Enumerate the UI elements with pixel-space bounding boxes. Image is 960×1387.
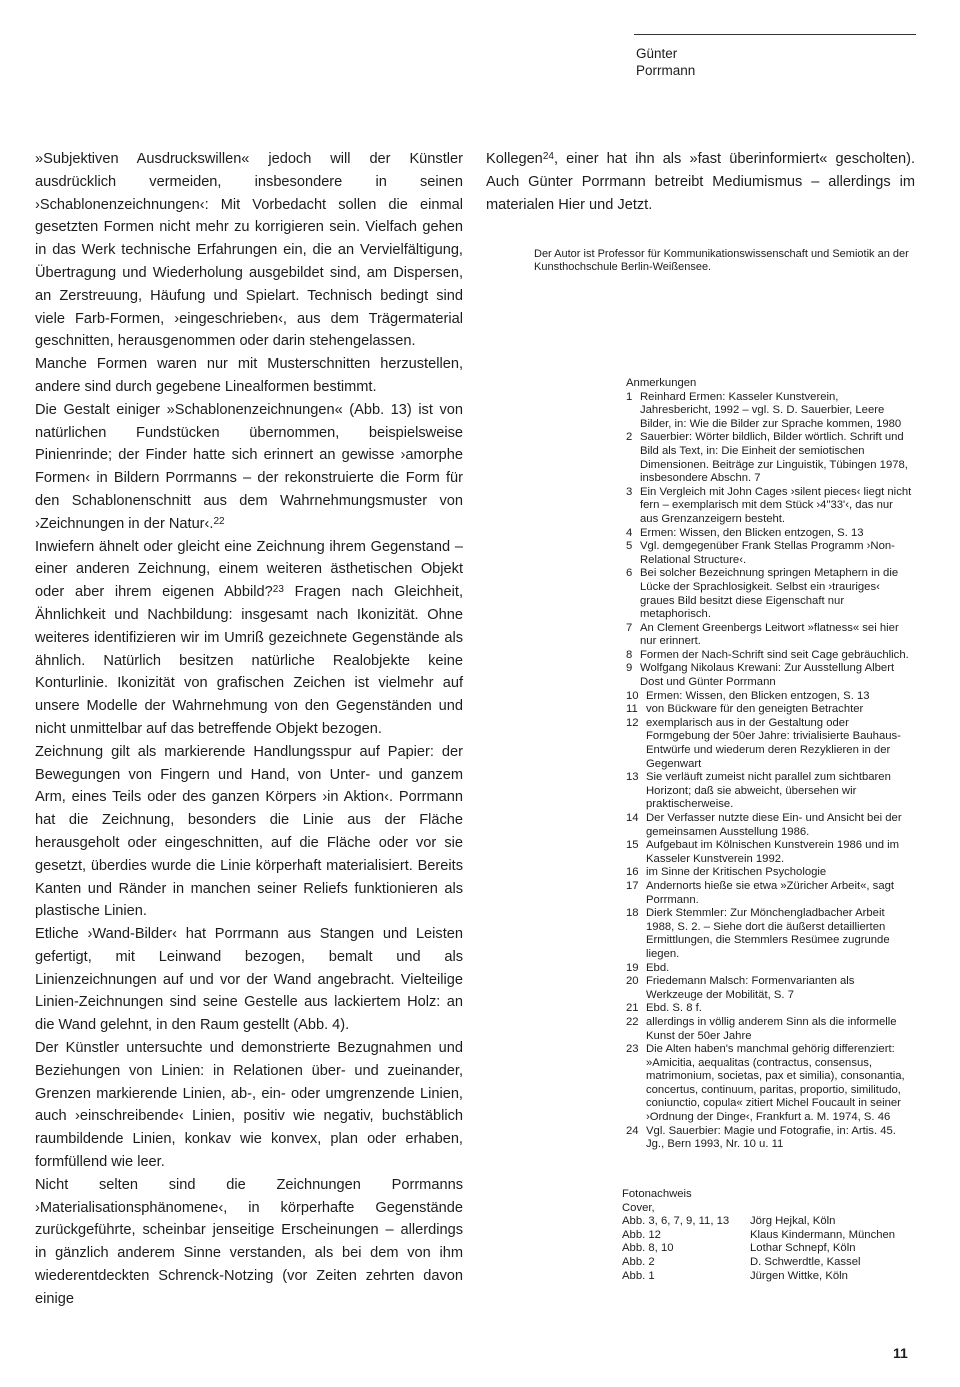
photo-credit-photographer: Klaus Kindermann, München <box>750 1228 896 1241</box>
right-text-column <box>486 148 915 216</box>
header-rule <box>634 34 916 35</box>
footnote-text: An Clement Greenbergs Leitwort »flatness« sei hier nur erinnert. <box>640 621 899 648</box>
footnote-text: Ebd. <box>646 961 670 974</box>
footnote-text: Vgl. demgegenüber Frank Stellas Programm ›Non-Relational Structure‹. <box>640 540 895 566</box>
footnote-text: Sauerbier: Wörter bildlich, Bilder wörtlich. Schrift und Bild als Text, in: Die Einheit der semiotischen Dimensionen. Beiträge zur Linguistik, Tübingen 1978, insbesondere Abschn. 7 <box>640 431 908 485</box>
paragraph-text: Inwiefern ähnelt oder gleicht eine Zeichnung ihrem Gegenstand – einer anderen Zeichnung, einem weiteren ästhetischen Objekt oder aber ihrem eigenen Abbild? <box>35 538 463 601</box>
footnote-number: 16 <box>626 866 639 879</box>
footnote-number: 3 <box>626 485 633 498</box>
photo-credits-rows <box>622 1215 914 1283</box>
footnote-number: 9 <box>626 662 633 675</box>
footnote-text: Ermen: Wissen, den Blicken entzogen, S. 13 <box>640 526 864 539</box>
photo-credit-row <box>622 1256 914 1270</box>
footnote-item <box>626 839 912 866</box>
footnote-number: 6 <box>626 567 633 580</box>
footnotes <box>626 377 912 1152</box>
footnote-number: 7 <box>626 621 633 634</box>
footnote-text: Formen der Nach-Schrift sind seit Cage gebräuchlich. <box>640 648 909 661</box>
footnote-item <box>626 567 912 621</box>
footnote-number: 15 <box>626 839 639 852</box>
paragraph-text: , einer hat ihn als »fast überinformiert« gescholten). Auch Günter Porrmann betreibt Mediumismus – allerdings im materialen Hier und Jetzt. <box>486 151 915 213</box>
footnote-text: im Sinne der Kritischen Psychologie <box>646 866 827 879</box>
main-paragraph: »Subjektiven Ausdruckswillen« jedoch will der Künstler ausdrücklich vermeiden, insbesondere in seinen ›Schablonenzeichnungen‹: Mit Vorbedacht sollen die einmal gesetzten Formen nicht mehr zu korrigieren sein. Vielfach gehen in das Werk technische Erfahrungen ein, die an Vervielfältigung, Übertragung und Wiederholung ausgebildet sind, am Dispersen, an Zerstreuung, Häufung und Spielart. Technisch bedingt sind viele Farb-Formen, ›eingeschrieben‹, aus dem Trägermaterial geschnitten, herausgenommen oder darin stehengelassen. <box>35 151 463 350</box>
photo-credit-row <box>622 1242 914 1256</box>
footnotes-title: Anmerkungen <box>626 377 697 389</box>
footnote-text: Friedemann Malsch: Formenvarianten als Werkzeuge der Mobilität, S. 7 <box>646 975 855 1001</box>
footnote-number: 24 <box>626 1124 639 1137</box>
footnote-text: Der Verfasser nutzte diese Ein- und Ansicht bei der gemeinsamen Ausstellung 1986. <box>646 812 902 838</box>
footnotes-list <box>626 391 912 1152</box>
footnote-item <box>626 527 912 541</box>
photo-credits-title: Fotonachweis <box>622 1188 692 1200</box>
footnote-item <box>626 1125 912 1152</box>
footnote-number: 18 <box>626 907 639 920</box>
footnote-text: Ebd. S. 8 f. <box>646 1002 702 1015</box>
footnote-item <box>626 391 912 432</box>
main-paragraph <box>35 399 463 536</box>
page-number: 11 <box>893 1345 908 1361</box>
footnote-text: Die Alten haben's manchmal gehörig differenziert: »Amicitia, aequalitas (contractus, consensus, matrimonium, societas, pax et similia), consonantia, concertus, continuum, paritas, proportio, similitudo, coniunctio, copula« zitiert Michel Foucault in seiner ›Ordnung der Dinge‹, Frankfurt a. M. 1974, S. 46 <box>646 1043 905 1124</box>
author-note: Der Autor ist Professor für Kommunikationswissenschaft und Semiotik an der Kunsthochschule Berlin-Weißensee. <box>534 248 909 274</box>
footnote-item <box>626 486 912 527</box>
footnote-text: Dierk Stemmler: Zur Mönchengladbacher Arbeit 1988, S. 2. – Siehe dort die äußerst detaillierten Ermittlungen, die Stemmlers Resümee zugrunde liegen. <box>646 907 890 960</box>
photo-credit-row <box>622 1270 914 1284</box>
photo-credit-photographer: D. Schwerdtle, Kassel <box>750 1255 861 1268</box>
author-header <box>636 45 695 79</box>
footnote-number: 2 <box>626 431 633 444</box>
footnote-text: Reinhard Ermen: Kasseler Kunstverein, Jahresbericht, 1992 – vgl. S. D. Sauerbier, Leere Bilder, in: Wie die Bilder zur Sprache kommen, 1980 <box>640 390 902 430</box>
footnote-item <box>626 866 912 880</box>
main-paragraph: Zeichnung gilt als markierende Handlungsspur auf Papier: der Bewegungen von Fingern und Hand, von Unter- und ganzem Arm, eines Teils oder des ganzen Körpers ›in Aktion‹. Porrmann hat die Zeichnung, besonders die Linie aus der Fläche herausgeholt oder eingeschnitten, auf die Fläche oder vor sie gesetzt, überdies wurde die Linie körperhaft materialisiert. Bereits Kanten und Ränder in manchen seiner Reliefs funktionieren als plastische Linien. <box>35 743 463 920</box>
footnote-item <box>626 622 912 649</box>
footnote-item <box>626 690 912 704</box>
footnote-text: Ermen: Wissen, den Blicken entzogen, S. 13 <box>646 689 870 702</box>
footnote-number: 11 <box>626 703 638 716</box>
footnote-text: Vgl. Sauerbier: Magie und Fotografie, in: Artis. 45. Jg., Bern 1993, Nr. 10 u. 11 <box>646 1124 896 1151</box>
footnote-item <box>626 907 912 961</box>
photo-credit-figures: Abb. 8, 10 <box>622 1242 674 1255</box>
footnote-number: 13 <box>626 771 639 784</box>
photo-credit-photographer: Jörg Hejkal, Köln <box>750 1215 836 1228</box>
main-paragraph <box>35 536 463 741</box>
footnote-number: 23 <box>626 1043 639 1056</box>
footnote-ref: 24 <box>542 151 554 162</box>
footnote-text: Sie verläuft zumeist nicht parallel zum sichtbaren Horizont; daß sie abweicht, übersehen wir praktischerweise. <box>646 771 891 811</box>
footnote-number: 14 <box>626 812 639 824</box>
footnote-text: von Bückware für den geneigten Betrachter <box>646 703 864 716</box>
footnote-ref: 22 <box>213 515 225 527</box>
photo-credit-figures: Abb. 12 <box>622 1228 661 1241</box>
footnote-number: 1 <box>626 390 633 403</box>
footnote-ref: 23 <box>272 584 284 596</box>
photo-credit-photographer: Jürgen Wittke, Köln <box>750 1269 848 1282</box>
main-paragraph: Manche Formen waren nur mit Musterschnitten herzustellen, andere sind durch gegebene Linealformen bestimmt. <box>35 356 463 395</box>
photo-credits-cover: Cover, <box>622 1201 655 1214</box>
footnote-number: 21 <box>626 1002 639 1015</box>
footnote-text: exemplarisch aus in der Gestaltung oder Formgebung der 50er Jahre: trivialisierte Bauhaus-Entwürfe und wiederum deren Rezyklieren in der Gegenwart <box>646 716 901 770</box>
footnote-item <box>626 975 912 1002</box>
footnote-text: Andernorts hieße sie etwa »Züricher Arbeit«, sagt Porrmann. <box>646 879 895 906</box>
footnote-number: 4 <box>626 526 633 539</box>
paragraph-text: Fragen nach Gleichheit, Ähnlichkeit und Nachbildung: insgesamt nach Ikonizität. Ohne weiteres identifizieren wir im Umriß gezeichnete Gegenstände als ähnlich. Natürlich besitzen natürliche Realobjekte keine Konturlinie. Ikonizität von grafischen Zeichen ist vielmehr auf unsere Modelle der Wahrnehmung von den Gegenständen und nicht unmittelbar auf das betreffende Objekt bezogen. <box>35 584 463 737</box>
footnote-item <box>626 771 912 812</box>
footnote-item <box>626 880 912 907</box>
main-paragraph: Etliche ›Wand-Bilder‹ hat Porrmann aus Stangen und Leisten gefertigt, mit Leinwand bezogen, bemalt und als Linienzeichnungen auf und vor der Wand angebracht. Vielteilige Linien-Zeichnungen sind seine Gestelle aus lackiertem Holz: an die Wand gelehnt, in den Raum gestellt (Abb. 4). <box>35 926 463 1034</box>
paragraph-text: Kollegen <box>486 151 543 167</box>
footnote-text: Aufgebaut im Kölnischen Kunstverein 1986 und im Kasseler Kunstverein 1992. <box>646 839 900 865</box>
footnote-text: allerdings in völlig anderem Sinn als die informelle Kunst der 50er Jahre <box>646 1015 897 1042</box>
footnote-number: 22 <box>626 1015 639 1028</box>
footnote-item <box>626 1002 912 1016</box>
main-paragraph: Nicht selten sind die Zeichnungen Porrmanns ›Materialisationsphänomene‹, in körperhafte Gegenstände zurückgeführte, scheinbar jenseitige Erscheinungen – allerdings in gänzlich anderem Sinne verstanden, als bei dem von ihm wiederentdeckten Schrenck-Notzing (vor Zeiten zehrten davon einige <box>35 1176 463 1307</box>
footnote-number: 12 <box>626 716 639 729</box>
photo-credit-row <box>622 1229 914 1243</box>
footnote-text: Bei solcher Bezeichnung springen Metaphern in die Lücke der Sprachlosigkeit. Selbst ein ›trauriges‹ graues Bild besitzt diese Eigenschaft nur metaphorisch. <box>640 567 899 621</box>
footnote-text: Wolfgang Nikolaus Krewani: Zur Ausstellung Albert Dost und Günter Porrmann <box>640 662 895 689</box>
footnote-item <box>626 812 912 839</box>
footnote-number: 5 <box>626 540 633 553</box>
continued-paragraph <box>486 148 915 216</box>
footnote-item <box>626 962 912 976</box>
footnote-item <box>626 649 912 663</box>
footnote-text: Ein Vergleich mit John Cages ›silent pieces‹ liegt nicht fern – exemplarisch mit dem Stück ›4"33'‹, das nur aus Grenzanzeigern besteht. <box>640 485 912 525</box>
footnote-item <box>626 703 912 717</box>
footnote-item <box>626 717 912 771</box>
photo-credits <box>622 1188 914 1283</box>
footnote-item <box>626 1043 912 1125</box>
author-first-name: Günter <box>636 46 678 61</box>
main-text-column <box>35 148 463 1311</box>
footnote-item <box>626 662 912 689</box>
author-last-name: Porrmann <box>636 63 696 78</box>
footnote-number: 8 <box>626 648 633 661</box>
paragraph-text: Die Gestalt einiger »Schablonenzeichnungen« (Abb. 13) ist von natürlichen Fundstücken übernommen, beispielsweise Pinienrinde; der Finder hatte sich erinnert an gewisse ›amorphe Formen‹ in Bildern Porrmanns – der rekonstruierte die Form für den Schablonenschnitt aus dem Wahrnehmungsmuster von ›Zeichnungen in der Natur‹. <box>35 401 463 532</box>
photo-credit-row <box>622 1215 914 1229</box>
photo-credit-figures: Abb. 2 <box>622 1255 655 1268</box>
footnote-number: 20 <box>626 975 639 988</box>
footnote-item <box>626 1016 912 1043</box>
photo-credit-photographer: Lothar Schnepf, Köln <box>750 1242 856 1255</box>
photo-credit-figures: Abb. 3, 6, 7, 9, 11, 13 <box>622 1215 730 1228</box>
photo-credit-figures: Abb. 1 <box>622 1269 655 1282</box>
footnote-number: 17 <box>626 879 639 892</box>
main-paragraph: Der Künstler untersuchte und demonstrierte Bezugnahmen und Beziehungen von Linien: in Relationen über- und zueinander, Grenzen markierende Linien, ab-, ein- oder umgrenzende Linien, auch ›einschreibende‹ Linien, positiv wie negativ, buchstäblich raumbildende Linien, konkav wie konvex, plan oder erhaben, formfüllend wie leer. <box>35 1040 463 1171</box>
footnote-number: 19 <box>626 961 639 974</box>
footnote-item <box>626 431 912 485</box>
footnote-number: 10 <box>626 689 639 702</box>
footnote-item <box>626 540 912 567</box>
